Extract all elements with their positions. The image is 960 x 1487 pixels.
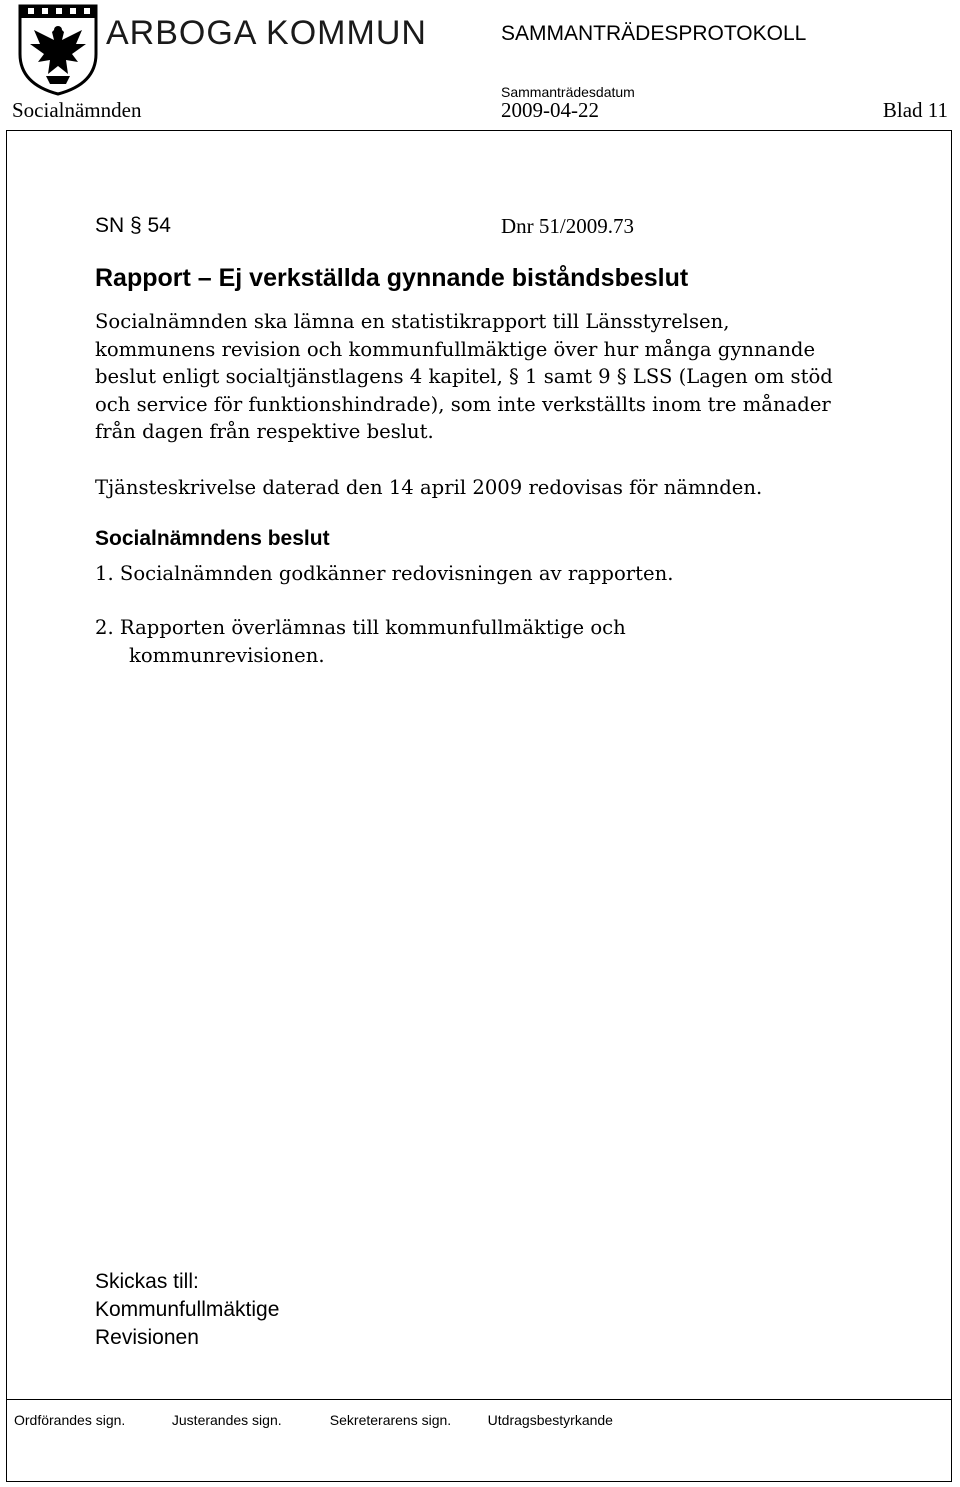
protocol-title: SAMMANTRÄDESPROTOKOLL [501,22,807,45]
extract-certification-label: Utdragsbestyrkande [487,1412,613,1428]
municipality-name: ARBOGA KOMMUN [106,14,427,52]
paragraph-memo: Tjänsteskrivelse daterad den 14 april 2009 redovisas för nämnden. [95,476,763,499]
signature-row [14,1412,613,1428]
committee-name: Socialnämnden [12,98,142,122]
coat-of-arms-icon [16,0,100,96]
decision-line: kommunrevisionen. [129,643,325,667]
adjuster-signature-label: Justerandes sign. [171,1412,282,1428]
decision-item-2 [95,614,626,669]
paragraph-line: kommunens revision och kommunfullmäktige över hur många gynnande [95,337,816,361]
case-number: SN § 54 [95,214,171,237]
decision-item-1: 1. Socialnämnden godkänner redovisningen av rapporten. [95,562,674,585]
paragraph-line: Socialnämnden ska lämna en statistikrapport till Länsstyrelsen, [95,310,730,333]
secretary-signature-label: Sekreterarens sign. [329,1412,452,1428]
paragraph-line: beslut enligt socialtjänstlagens 4 kapitel, § 1 samt 9 § LSS (Lagen om stöd [95,365,833,388]
page-number: Blad 11 [882,98,948,122]
recipient: Kommunfullmäktige [95,1298,280,1321]
paragraph-report-description [95,308,833,446]
diary-number: Dnr 51/2009.73 [501,214,634,238]
decision-heading: Socialnämndens beslut [95,527,330,550]
chair-signature-label: Ordförandes sign. [14,1412,126,1428]
case-heading: Rapport – Ej verkställda gynnande biståndsbeslut [95,264,689,292]
meeting-date: 2009-04-22 [501,98,599,122]
paragraph-line: från dagen från respektive beslut. [95,420,434,443]
send-to-block [95,1268,279,1352]
decision-line: 2. Rapporten överlämnas till kommunfullmäktige och [95,616,626,639]
send-to-label: Skickas till: [95,1270,199,1293]
recipient: Revisionen [95,1326,199,1349]
paragraph-line: och service för funktionshindrade), som inte verkställts inom tre månader [95,392,831,416]
meeting-date-label: Sammanträdesdatum [501,84,635,100]
